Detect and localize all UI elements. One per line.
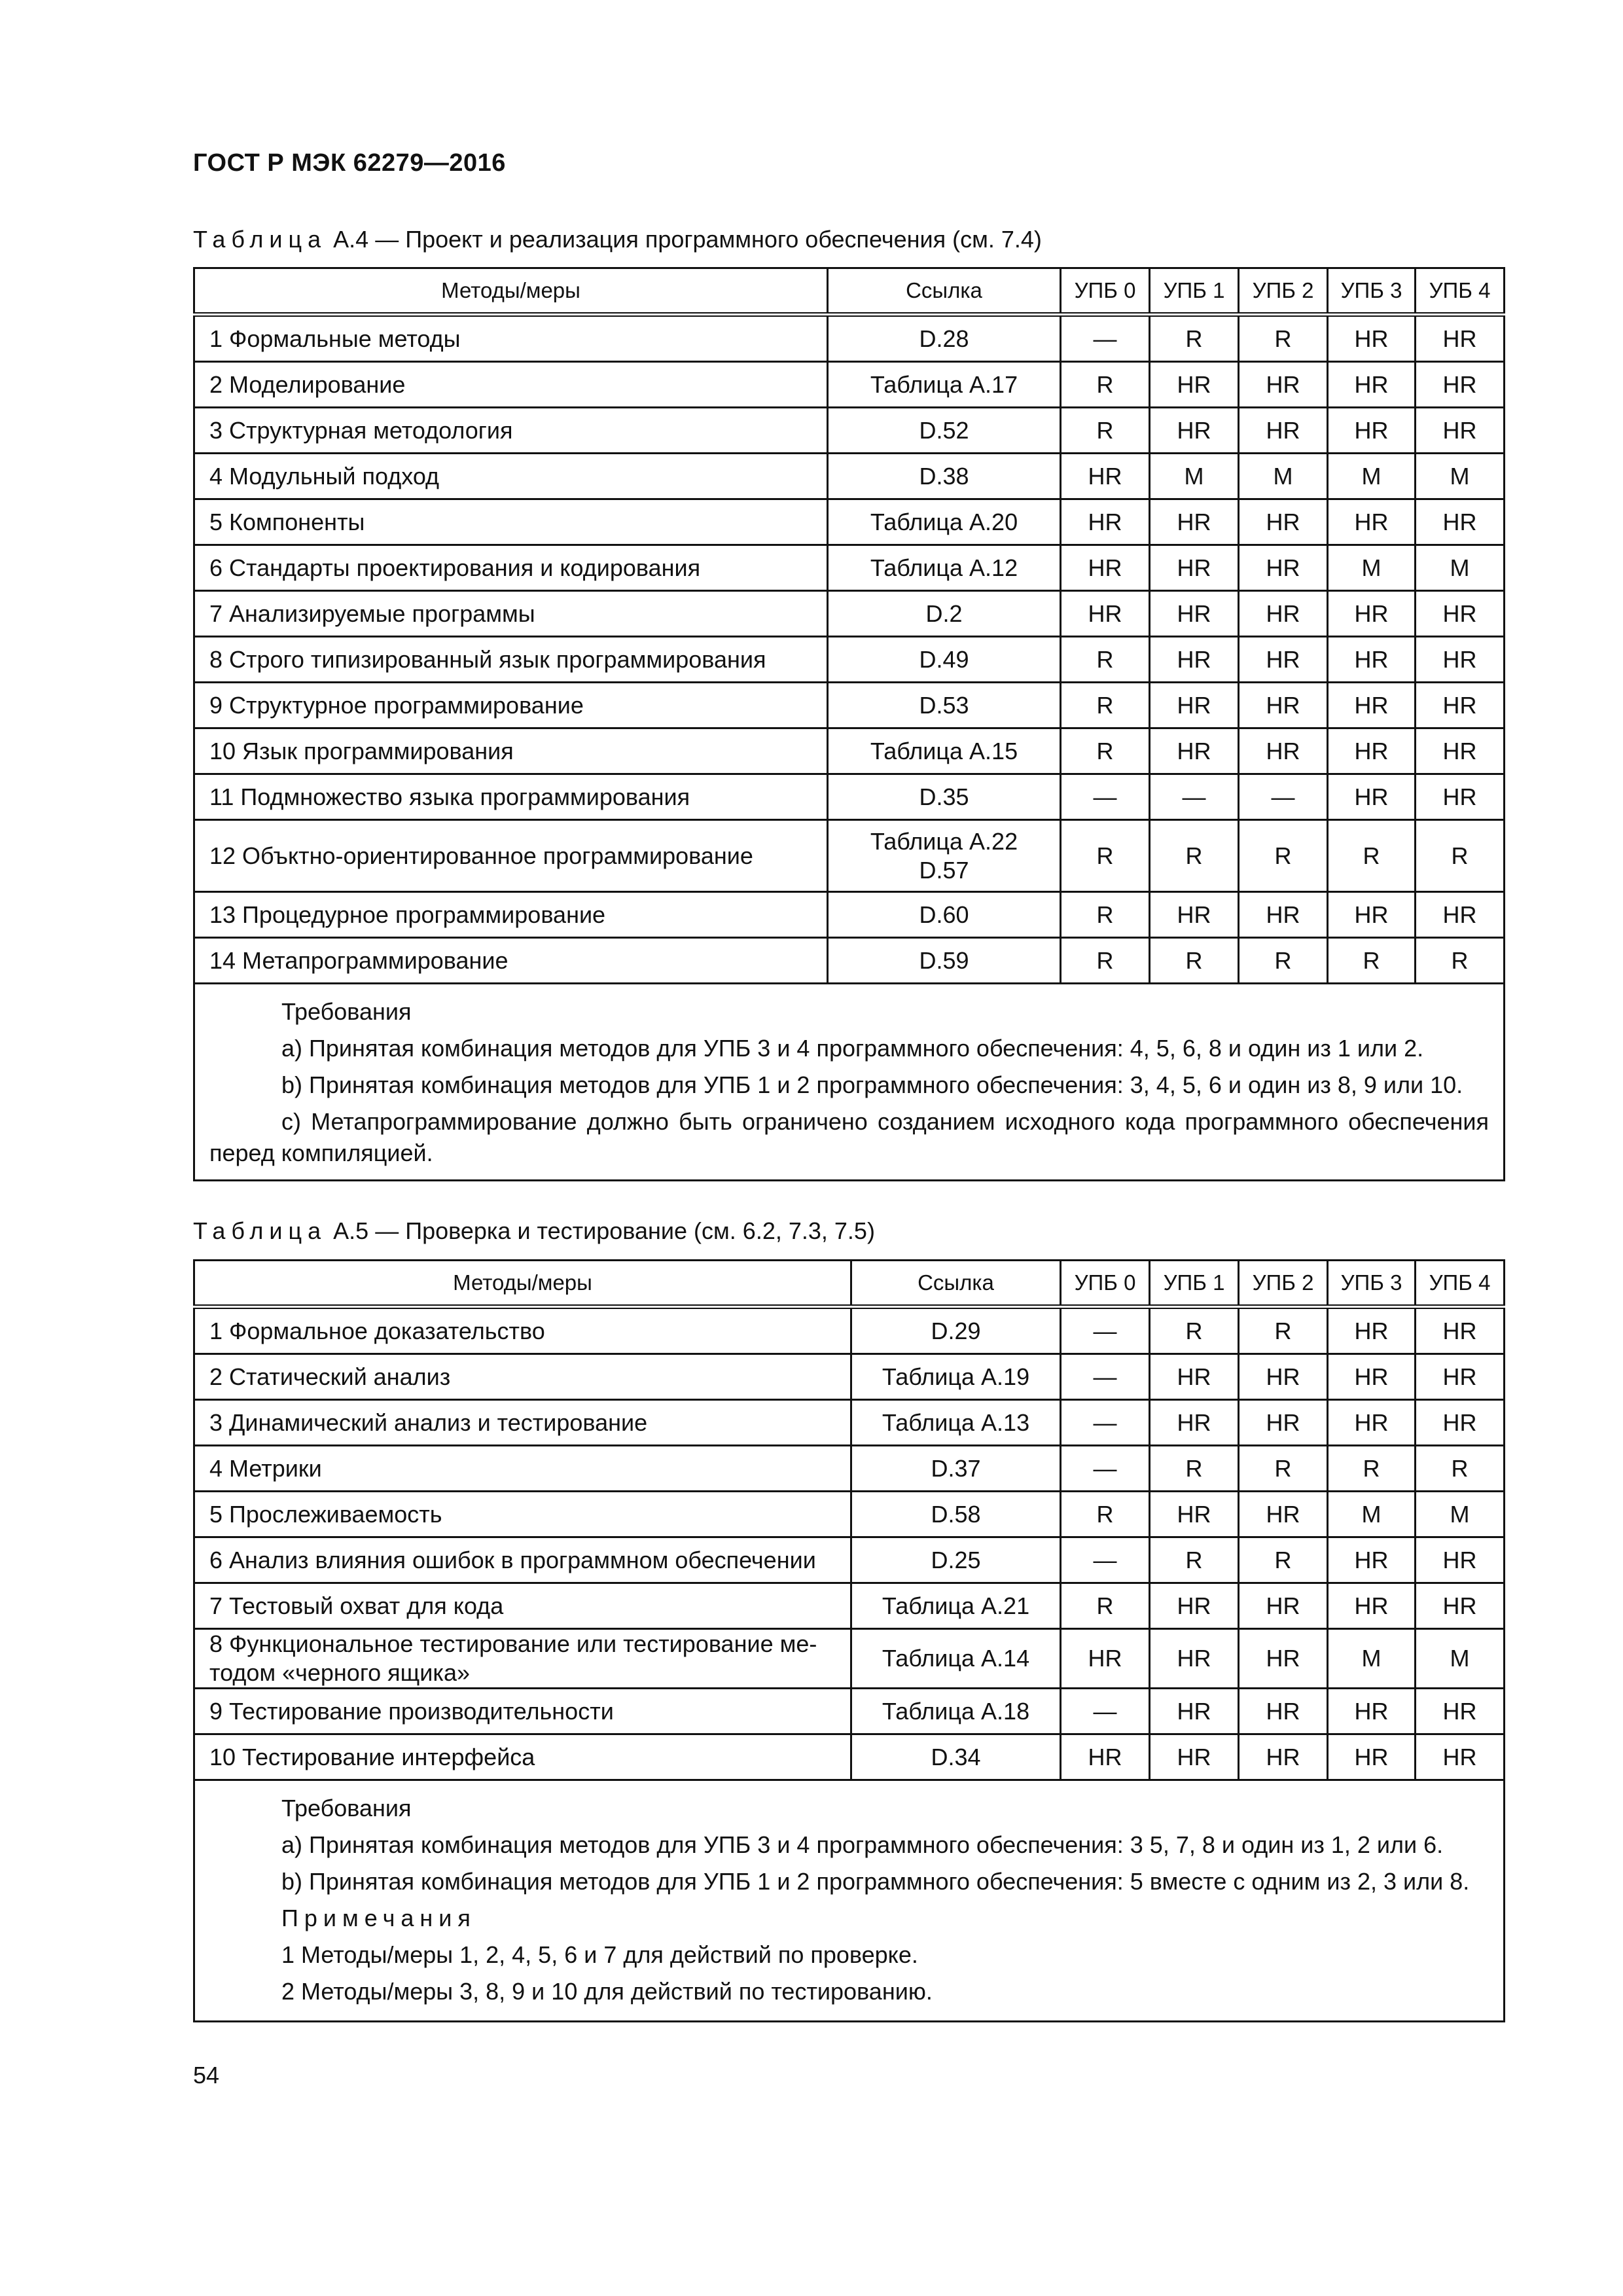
table-row bbox=[194, 1492, 1505, 1537]
reference-cell bbox=[851, 1492, 1061, 1537]
level-cell: HR bbox=[1061, 1734, 1150, 1780]
reference-text: D.29 bbox=[931, 1317, 981, 1344]
method-cell: 4 Модульный подход bbox=[194, 454, 828, 499]
table-row bbox=[194, 1583, 1505, 1629]
reference-text: Таблица А.21 bbox=[882, 1592, 1030, 1619]
level-cell: HR bbox=[1416, 499, 1505, 545]
requirements-row bbox=[194, 984, 1505, 1181]
reference-cell bbox=[828, 499, 1061, 545]
level-cell: HR bbox=[1239, 362, 1328, 408]
method-cell: 7 Тестовый охват для кода bbox=[194, 1583, 851, 1629]
level-cell: R bbox=[1239, 938, 1328, 984]
col-header: УПБ 4 bbox=[1416, 1261, 1505, 1307]
table-row bbox=[194, 1354, 1505, 1400]
level-cell: R bbox=[1239, 315, 1328, 362]
level-cell: R bbox=[1061, 892, 1150, 938]
requirements-title: Требования bbox=[281, 1795, 412, 1821]
method-cell: 3 Динамический анализ и тестирование bbox=[194, 1400, 851, 1446]
caption-text: А.5 — Проверка и тестирование (см. 6.2, 7.3, 7.5) bbox=[327, 1217, 875, 1244]
level-cell: M bbox=[1328, 545, 1416, 591]
method-cell: 2 Моделирование bbox=[194, 362, 828, 408]
reference-text: Таблица А.12 bbox=[870, 554, 1018, 581]
level-cell: R bbox=[1150, 1307, 1239, 1354]
reference-cell bbox=[851, 1583, 1061, 1629]
level-cell: R bbox=[1328, 938, 1416, 984]
table-row bbox=[194, 1446, 1505, 1492]
level-cell: HR bbox=[1328, 1307, 1416, 1354]
level-cell: HR bbox=[1239, 499, 1328, 545]
level-cell: R bbox=[1416, 938, 1505, 984]
method-cell: 7 Анализируемые программы bbox=[194, 591, 828, 637]
method-cell: 6 Стандарты проектирования и кодирования bbox=[194, 545, 828, 591]
table-row bbox=[194, 637, 1505, 683]
level-cell: HR bbox=[1416, 408, 1505, 454]
method-cell: 9 Структурное программирование bbox=[194, 683, 828, 728]
level-cell: HR bbox=[1239, 1354, 1328, 1400]
table-row bbox=[194, 820, 1505, 892]
level-cell: HR bbox=[1150, 892, 1239, 938]
level-cell: R bbox=[1328, 1446, 1416, 1492]
caption-label: Таблица bbox=[193, 1217, 327, 1244]
level-cell: M bbox=[1239, 454, 1328, 499]
level-cell: HR bbox=[1150, 591, 1239, 637]
reference-text: Таблица А.17 bbox=[870, 370, 1018, 398]
level-cell: — bbox=[1061, 774, 1150, 820]
note-1: 1 Методы/меры 1, 2, 4, 5, 6 и 7 для действий по проверке. bbox=[281, 1941, 918, 1968]
level-cell: HR bbox=[1328, 315, 1416, 362]
level-cell: R bbox=[1061, 938, 1150, 984]
caption-label: Таблица bbox=[193, 226, 327, 253]
reference-text: D.60 bbox=[919, 901, 969, 928]
requirement-b: b) Принятая комбинация методов для УПБ 1 и 2 программного обеспечения: 3, 4, 5, 6 и один из 8, 9 или 10. bbox=[281, 1071, 1463, 1098]
level-cell: M bbox=[1328, 1629, 1416, 1689]
requirement-a: a) Принятая комбинация методов для УПБ 3 и 4 программного обеспечения: 3 5, 7, 8 и один из 1, 2 или 6. bbox=[281, 1831, 1444, 1858]
page-number: 54 bbox=[193, 2062, 220, 2089]
level-cell: M bbox=[1328, 454, 1416, 499]
reference-cell bbox=[828, 728, 1061, 774]
level-cell: HR bbox=[1416, 1734, 1505, 1780]
level-cell: R bbox=[1061, 637, 1150, 683]
col-header: УПБ 0 bbox=[1061, 268, 1150, 315]
requirement-b: b) Принятая комбинация методов для УПБ 1 и 2 программного обеспечения: 5 вместе с одним из 2, 3 или 8. bbox=[281, 1868, 1470, 1895]
level-cell: HR bbox=[1416, 728, 1505, 774]
method-cell: 9 Тестирование производительности bbox=[194, 1689, 851, 1734]
reference-text: D.38 bbox=[919, 462, 969, 490]
method-cell: 12 Объктно-ориентированное программирование bbox=[194, 820, 828, 892]
level-cell: R bbox=[1150, 1537, 1239, 1583]
level-cell: M bbox=[1416, 454, 1505, 499]
table-row bbox=[194, 938, 1505, 984]
reference-text: D.52 bbox=[919, 416, 969, 444]
reference-cell bbox=[851, 1307, 1061, 1354]
reference-text: D.53 bbox=[919, 691, 969, 719]
level-cell: HR bbox=[1150, 362, 1239, 408]
table-row bbox=[194, 362, 1505, 408]
method-cell: 13 Процедурное программирование bbox=[194, 892, 828, 938]
table-a4-caption bbox=[193, 226, 1042, 253]
level-cell: HR bbox=[1328, 1354, 1416, 1400]
reference-cell bbox=[851, 1689, 1061, 1734]
method-cell: 3 Структурная методология bbox=[194, 408, 828, 454]
level-cell: HR bbox=[1328, 1583, 1416, 1629]
level-cell: M bbox=[1328, 1492, 1416, 1537]
level-cell: — bbox=[1061, 1689, 1150, 1734]
level-cell: HR bbox=[1150, 1629, 1239, 1689]
method-cell: 11 Подмножество языка программирования bbox=[194, 774, 828, 820]
table-row bbox=[194, 545, 1505, 591]
method-cell: 10 Язык программирования bbox=[194, 728, 828, 774]
level-cell: HR bbox=[1416, 315, 1505, 362]
notes-title: Примечания bbox=[281, 1905, 476, 1931]
table-header-row bbox=[194, 1261, 1505, 1307]
level-cell: HR bbox=[1416, 683, 1505, 728]
level-cell: R bbox=[1239, 820, 1328, 892]
reference-text: Таблица А.13 bbox=[882, 1408, 1030, 1436]
col-header: УПБ 4 bbox=[1416, 268, 1505, 315]
level-cell: R bbox=[1150, 1446, 1239, 1492]
reference-text: D.34 bbox=[931, 1743, 981, 1770]
level-cell: R bbox=[1416, 1446, 1505, 1492]
level-cell: HR bbox=[1150, 1583, 1239, 1629]
level-cell: HR bbox=[1328, 1537, 1416, 1583]
level-cell: HR bbox=[1150, 1354, 1239, 1400]
level-cell: HR bbox=[1061, 591, 1150, 637]
level-cell: HR bbox=[1328, 637, 1416, 683]
reference-text: D.2 bbox=[925, 600, 963, 627]
level-cell: R bbox=[1061, 362, 1150, 408]
col-header: Ссылка bbox=[851, 1261, 1061, 1307]
table-row bbox=[194, 1734, 1505, 1780]
level-cell: HR bbox=[1239, 1400, 1328, 1446]
level-cell: HR bbox=[1150, 545, 1239, 591]
reference-cell bbox=[828, 774, 1061, 820]
level-cell: HR bbox=[1328, 774, 1416, 820]
reference-text: D.58 bbox=[931, 1500, 981, 1528]
level-cell: R bbox=[1061, 683, 1150, 728]
reference-cell bbox=[828, 683, 1061, 728]
level-cell: HR bbox=[1239, 1583, 1328, 1629]
level-cell: HR bbox=[1239, 591, 1328, 637]
reference-text: D.37 bbox=[931, 1454, 981, 1482]
col-header: УПБ 2 bbox=[1239, 268, 1328, 315]
table-row bbox=[194, 1307, 1505, 1354]
reference-text: Таблица А.18 bbox=[882, 1697, 1030, 1725]
reference-cell bbox=[828, 938, 1061, 984]
requirement-a: a) Принятая комбинация методов для УПБ 3 и 4 программного обеспечения: 4, 5, 6, 8 и один из 1 или 2. bbox=[281, 1035, 1424, 1062]
level-cell: R bbox=[1061, 1492, 1150, 1537]
level-cell: HR bbox=[1328, 1734, 1416, 1780]
level-cell: HR bbox=[1061, 499, 1150, 545]
level-cell: HR bbox=[1416, 362, 1505, 408]
table-row bbox=[194, 1689, 1505, 1734]
level-cell: HR bbox=[1328, 362, 1416, 408]
level-cell: HR bbox=[1150, 1734, 1239, 1780]
level-cell: — bbox=[1061, 1307, 1150, 1354]
level-cell: M bbox=[1416, 1492, 1505, 1537]
level-cell: HR bbox=[1061, 454, 1150, 499]
level-cell: HR bbox=[1328, 499, 1416, 545]
level-cell: R bbox=[1061, 408, 1150, 454]
table-row bbox=[194, 1537, 1505, 1583]
method-cell: 8 Функциональное тестирование или тестирование методом «черного ящика» bbox=[194, 1629, 851, 1689]
level-cell: HR bbox=[1328, 683, 1416, 728]
col-header: УПБ 2 bbox=[1239, 1261, 1328, 1307]
level-cell: R bbox=[1239, 1537, 1328, 1583]
table-a5-caption bbox=[193, 1217, 875, 1245]
table-row bbox=[194, 892, 1505, 938]
method-cell: 1 Формальное доказательство bbox=[194, 1307, 851, 1354]
note-2: 2 Методы/меры 3, 8, 9 и 10 для действий по тестированию. bbox=[281, 1978, 933, 2005]
col-header: УПБ 3 bbox=[1328, 268, 1416, 315]
level-cell: HR bbox=[1061, 1629, 1150, 1689]
reference-cell bbox=[828, 408, 1061, 454]
table-row bbox=[194, 591, 1505, 637]
reference-cell bbox=[851, 1629, 1061, 1689]
caption-text: А.4 — Проект и реализация программного обеспечения (см. 7.4) bbox=[327, 226, 1042, 253]
level-cell: M bbox=[1416, 545, 1505, 591]
reference-text: D.59 bbox=[919, 946, 969, 974]
level-cell: HR bbox=[1416, 1537, 1505, 1583]
level-cell: HR bbox=[1416, 1307, 1505, 1354]
level-cell: HR bbox=[1150, 637, 1239, 683]
reference-cell bbox=[828, 591, 1061, 637]
level-cell: HR bbox=[1328, 1400, 1416, 1446]
requirements-row bbox=[194, 1780, 1505, 2022]
reference-cell bbox=[851, 1537, 1061, 1583]
method-cell: 6 Анализ влияния ошибок в программном обеспечении bbox=[194, 1537, 851, 1583]
reference-cell bbox=[851, 1400, 1061, 1446]
method-cell: 5 Компоненты bbox=[194, 499, 828, 545]
level-cell: M bbox=[1416, 1629, 1505, 1689]
reference-cell bbox=[828, 545, 1061, 591]
table-row bbox=[194, 454, 1505, 499]
level-cell: HR bbox=[1239, 1689, 1328, 1734]
method-cell: 8 Строго типизированный язык программирования bbox=[194, 637, 828, 683]
reference-text: D.28 bbox=[919, 325, 969, 352]
level-cell: HR bbox=[1239, 545, 1328, 591]
level-cell: HR bbox=[1239, 728, 1328, 774]
level-cell: HR bbox=[1328, 1689, 1416, 1734]
reference-text: Таблица А.20 bbox=[870, 508, 1018, 535]
requirements-title: Требования bbox=[281, 998, 412, 1025]
method-cell: 14 Метапрограммирование bbox=[194, 938, 828, 984]
level-cell: HR bbox=[1150, 728, 1239, 774]
level-cell: HR bbox=[1239, 1492, 1328, 1537]
reference-cell bbox=[828, 362, 1061, 408]
level-cell: HR bbox=[1416, 774, 1505, 820]
col-header: Ссылка bbox=[828, 268, 1061, 315]
level-cell: — bbox=[1061, 1400, 1150, 1446]
col-header: УПБ 3 bbox=[1328, 1261, 1416, 1307]
col-header: Методы/меры bbox=[194, 1261, 851, 1307]
level-cell: HR bbox=[1239, 637, 1328, 683]
reference-cell bbox=[828, 315, 1061, 362]
level-cell: HR bbox=[1150, 1492, 1239, 1537]
level-cell: R bbox=[1150, 938, 1239, 984]
col-header: УПБ 1 bbox=[1150, 268, 1239, 315]
reference-text: Таблица А.14 bbox=[882, 1645, 1030, 1672]
method-cell: 1 Формальные методы bbox=[194, 315, 828, 362]
reference-text: D.25 bbox=[931, 1546, 981, 1573]
reference-text: Таблица А.15 bbox=[870, 737, 1018, 764]
table-row bbox=[194, 1629, 1505, 1689]
reference-cell bbox=[828, 892, 1061, 938]
table-header-row bbox=[194, 268, 1505, 315]
level-cell: HR bbox=[1239, 1734, 1328, 1780]
table-row bbox=[194, 499, 1505, 545]
reference-cell bbox=[851, 1354, 1061, 1400]
level-cell: HR bbox=[1150, 1689, 1239, 1734]
level-cell: HR bbox=[1328, 892, 1416, 938]
level-cell: HR bbox=[1328, 591, 1416, 637]
reference-text: Таблица А.19 bbox=[882, 1363, 1030, 1390]
level-cell: HR bbox=[1239, 892, 1328, 938]
method-cell: 2 Статический анализ bbox=[194, 1354, 851, 1400]
reference-text: D.35 bbox=[919, 783, 969, 810]
level-cell: HR bbox=[1416, 637, 1505, 683]
reference-text: D.49 bbox=[919, 645, 969, 673]
requirement-c: c) Метапрограммирование должно быть ограничено созданием исходного кода программного обеспечения перед компиляцией. bbox=[209, 1108, 1489, 1166]
level-cell: R bbox=[1239, 1446, 1328, 1492]
level-cell: R bbox=[1416, 820, 1505, 892]
level-cell: HR bbox=[1416, 591, 1505, 637]
level-cell: M bbox=[1150, 454, 1239, 499]
level-cell: R bbox=[1150, 315, 1239, 362]
reference-cell bbox=[851, 1734, 1061, 1780]
level-cell: HR bbox=[1150, 1400, 1239, 1446]
level-cell: HR bbox=[1416, 1583, 1505, 1629]
level-cell: HR bbox=[1239, 683, 1328, 728]
document-header: ГОСТ Р МЭК 62279—2016 bbox=[193, 149, 506, 177]
table-row bbox=[194, 683, 1505, 728]
level-cell: HR bbox=[1416, 1400, 1505, 1446]
col-header: УПБ 0 bbox=[1061, 1261, 1150, 1307]
table-row bbox=[194, 728, 1505, 774]
level-cell: HR bbox=[1239, 1629, 1328, 1689]
reference-cell bbox=[851, 1446, 1061, 1492]
level-cell: R bbox=[1061, 1583, 1150, 1629]
method-cell: 5 Прослеживаемость bbox=[194, 1492, 851, 1537]
level-cell: HR bbox=[1416, 892, 1505, 938]
level-cell: — bbox=[1061, 1537, 1150, 1583]
level-cell: R bbox=[1061, 728, 1150, 774]
reference-text: D.57 bbox=[919, 856, 969, 884]
level-cell: HR bbox=[1328, 728, 1416, 774]
table-row bbox=[194, 408, 1505, 454]
table-a4 bbox=[193, 267, 1505, 1181]
reference-cell bbox=[828, 637, 1061, 683]
level-cell: R bbox=[1150, 820, 1239, 892]
reference-cell bbox=[828, 454, 1061, 499]
table-row bbox=[194, 315, 1505, 362]
level-cell: HR bbox=[1328, 408, 1416, 454]
level-cell: R bbox=[1239, 1307, 1328, 1354]
level-cell: — bbox=[1239, 774, 1328, 820]
reference-text: Таблица А.22 bbox=[870, 827, 1018, 855]
level-cell: HR bbox=[1150, 499, 1239, 545]
level-cell: HR bbox=[1150, 408, 1239, 454]
level-cell: HR bbox=[1150, 683, 1239, 728]
level-cell: HR bbox=[1061, 545, 1150, 591]
level-cell: HR bbox=[1416, 1689, 1505, 1734]
col-header: УПБ 1 bbox=[1150, 1261, 1239, 1307]
method-cell: 10 Тестирование интерфейса bbox=[194, 1734, 851, 1780]
table-row bbox=[194, 774, 1505, 820]
level-cell: — bbox=[1150, 774, 1239, 820]
table-a5 bbox=[193, 1259, 1505, 2022]
level-cell: R bbox=[1328, 820, 1416, 892]
level-cell: HR bbox=[1416, 1354, 1505, 1400]
level-cell: HR bbox=[1239, 408, 1328, 454]
level-cell: R bbox=[1061, 820, 1150, 892]
level-cell: — bbox=[1061, 315, 1150, 362]
table-row bbox=[194, 1400, 1505, 1446]
level-cell: — bbox=[1061, 1354, 1150, 1400]
col-header: Методы/меры bbox=[194, 268, 828, 315]
method-cell: 4 Метрики bbox=[194, 1446, 851, 1492]
level-cell: — bbox=[1061, 1446, 1150, 1492]
reference-cell bbox=[828, 820, 1061, 892]
